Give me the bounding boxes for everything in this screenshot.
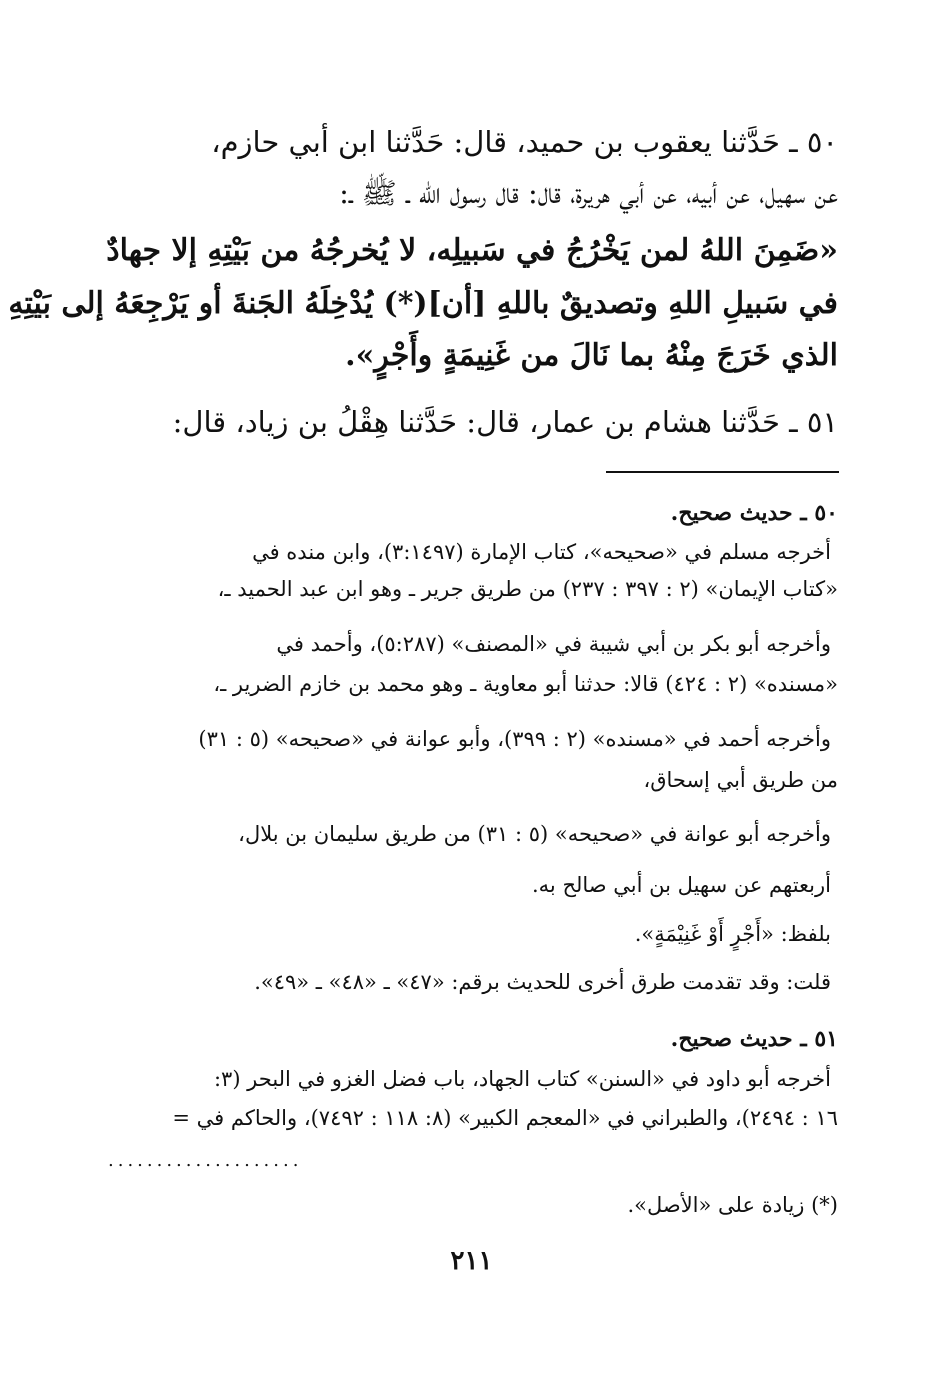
footnote-line: ١٦ : ٢٤٩٤)، والطبراني في «المعجم الكبير» (٨: ١١٨ : ٧٤٩٢)، والحاكم في = — [172, 1106, 838, 1130]
footnote-line: أخرجه مسلم في «صحيحه»، كتاب الإمارة (٣:١٤٩٧)، وابن منده في — [252, 540, 831, 564]
hadith-50-matn-line-2: في سَبيلِ اللهِ وتصديقٌ باللهِ [أن](*) يُدْخِلَهُ الجَنةَ أو يَرْجِعَهُ إلى بَيْتِهِ — [8, 286, 838, 321]
footnote-line: وأخرجه أبو بكر بن أبي شيبة في «المصنف» (٥:٢٨٧)، وأحمد في — [276, 632, 831, 656]
footnote-51-heading: ٥١ ـ حديث صحيح. — [670, 1026, 838, 1052]
hadith-50-matn-line-1: «ضَمِنَ اللهُ لمن يَخْرُجُ في سَبيلِه، لا يُخرجُهُ من بَيْتِهِ إلا جهادٌ — [106, 233, 838, 268]
hadith-50-line-1: ٥٠ ـ حَدَّثنا يعقوب بن حميد، قال: حَدَّثنا ابن أبي حازم، — [211, 125, 838, 159]
hadith-51-line-1: ٥١ ـ حَدَّثنا هشام بن عمار، قال: حَدَّثنا هِقْلُ بن زياد، قال: — [172, 405, 838, 439]
footnote-line: بلفظ: «أَجْرٍ أَوْ غَنِيْمَةٍ». — [634, 922, 831, 946]
footnote-line: «مسنده» (٢ : ٤٢٤) قالا: حدثنا أبو معاوية ـ وهو محمد بن خازم الضرير ـ، — [213, 672, 838, 696]
hadith-50-matn-line-3: الذي خَرَجَ مِنْهُ بما نَالَ من غَنِيمَةٍ وأَجْرٍ». — [345, 338, 838, 373]
page-number: ٢١١ — [450, 1246, 493, 1276]
footnote-line: أخرجه أبو داود في «السنن» كتاب الجهاد، باب فضل الغزو في البحر (٣: — [213, 1067, 831, 1091]
footnote-line: قلت: وقد تقدمت طرق أخرى للحديث برقم: «٤٧» ـ «٤٨» ـ «٤٩». — [254, 970, 831, 994]
footnote-line: وأخرجه أحمد في «مسنده» (٢ : ٣٩٩)، وأبو عوانة في «صحيحه» (٥ : ٣١) — [198, 727, 831, 751]
footnote-line: «كتاب الإيمان» (٢ : ٣٩٧ : ٢٣٧) من طريق جرير ـ وهو ابن عبد الحميد ـ، — [217, 577, 838, 601]
footnote-divider — [606, 471, 839, 473]
footnote-50-heading: ٥٠ ـ حديث صحيح. — [670, 500, 838, 526]
footnote-line: من طريق أبي إسحاق، — [643, 768, 838, 792]
hadith-50-line-2: عن سهيل، عن أبيه، عن أبي هريرة، قال: قال رسول الله ـ ﷺ ـ: — [339, 176, 838, 210]
star-footnote: (*) زيادة على «الأصل». — [627, 1193, 838, 1217]
footnote-line: أربعتهم عن سهيل بن أبي صالح به. — [531, 873, 831, 897]
continuation-dots: .................... — [108, 1150, 303, 1171]
footnote-line: وأخرجه أبو عوانة في «صحيحه» (٥ : ٣١) من طريق سليمان بن بلال، — [238, 822, 831, 846]
